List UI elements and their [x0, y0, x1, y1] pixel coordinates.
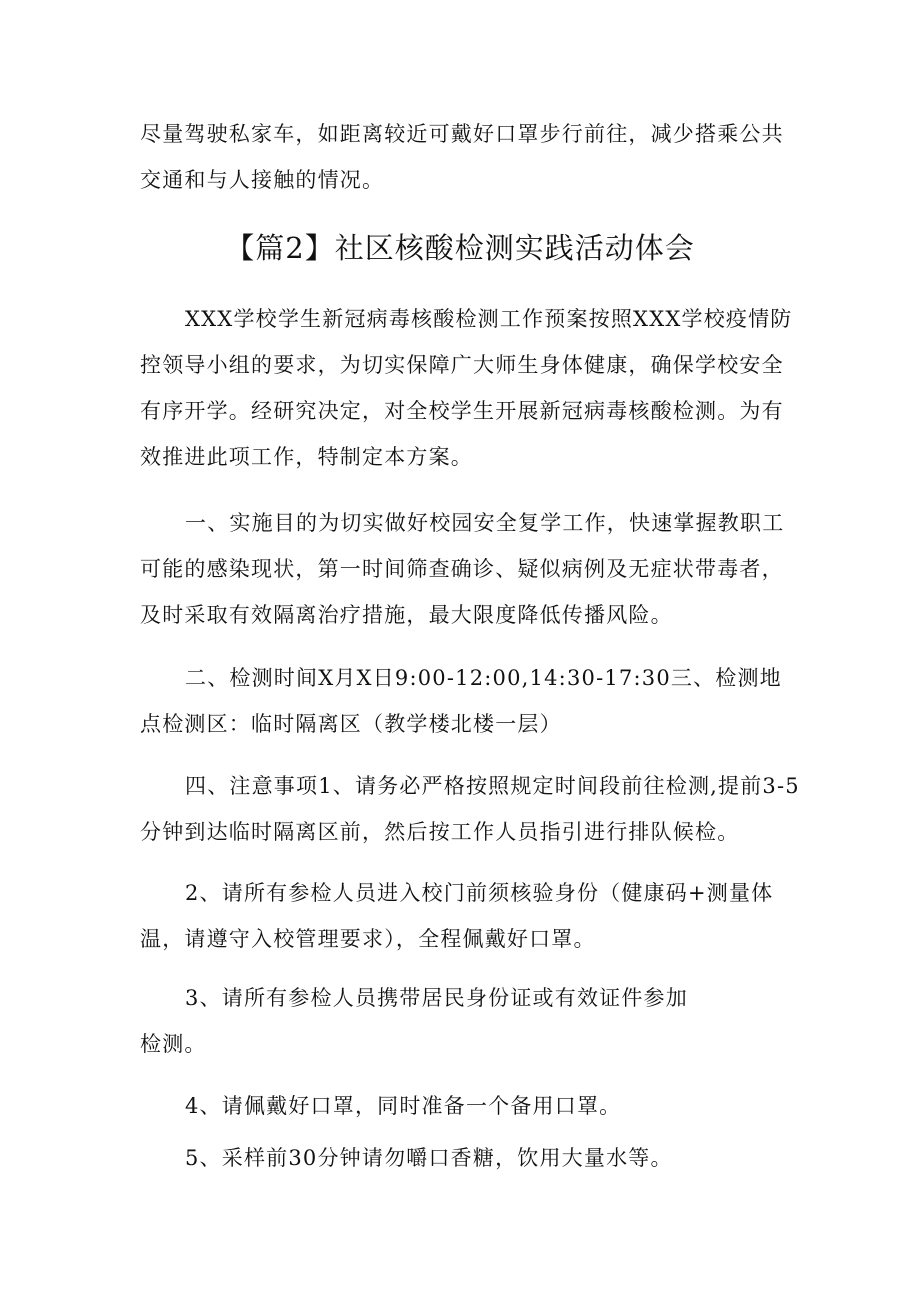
paragraph-notice-5: 5、采样前30分钟请勿嚼口香糖，饮用大量水等。 [185, 1146, 673, 1170]
intro-paragraph: 尽量驾驶私家车，如距离较近可戴好口罩步行前往，减少搭乘公共交通和与人接触的情况。 [140, 122, 784, 192]
paragraph-overview: XXX学校学生新冠病毒核酸检测工作预案按照XXX学校疫情防控领导小组的要求，为切实保障广大师生身体健康，确保学校安全有序开学。经研究决定，对全校学生开展新冠病毒核酸检测。为有效推进此项工作，特制定本方案。 [140, 307, 793, 469]
paragraph-notice-4: 4、请佩戴好口罩，同时准备一个备用口罩。 [185, 1094, 622, 1118]
section-title: 【篇2】社区核酸检测实践活动体会 [225, 231, 695, 265]
paragraph-time-location: 二、检测时间X月X日9:00-12:00,14:30-17:30三、检测地点检测区：临时隔离区（教学楼北楼一层） [140, 666, 782, 736]
paragraph-purpose: 一、实施目的为切实做好校园安全复学工作，快速掌握教职工可能的感染现状，第一时间筛查确诊、疑似病例及无症状带毒者，及时采取有效隔离治疗措施，最大限度降低传播风险。 [140, 511, 785, 627]
paragraph-notice-3: 3、请所有参检人员携带居民身份证或有效证件参加检测。 [140, 986, 688, 1056]
paragraph-notice-2: 2、请所有参检人员进入校门前须核验身份（健康码+测量体温，请遵守入校管理要求），全程佩戴好口罩。 [140, 881, 774, 951]
paragraph-notice-1: 四、注意事项1、请务必严格按照规定时间段前往检测,提前3-5分钟到达临时隔离区前，然后按工作人员指引进行排队候检。 [140, 774, 800, 844]
